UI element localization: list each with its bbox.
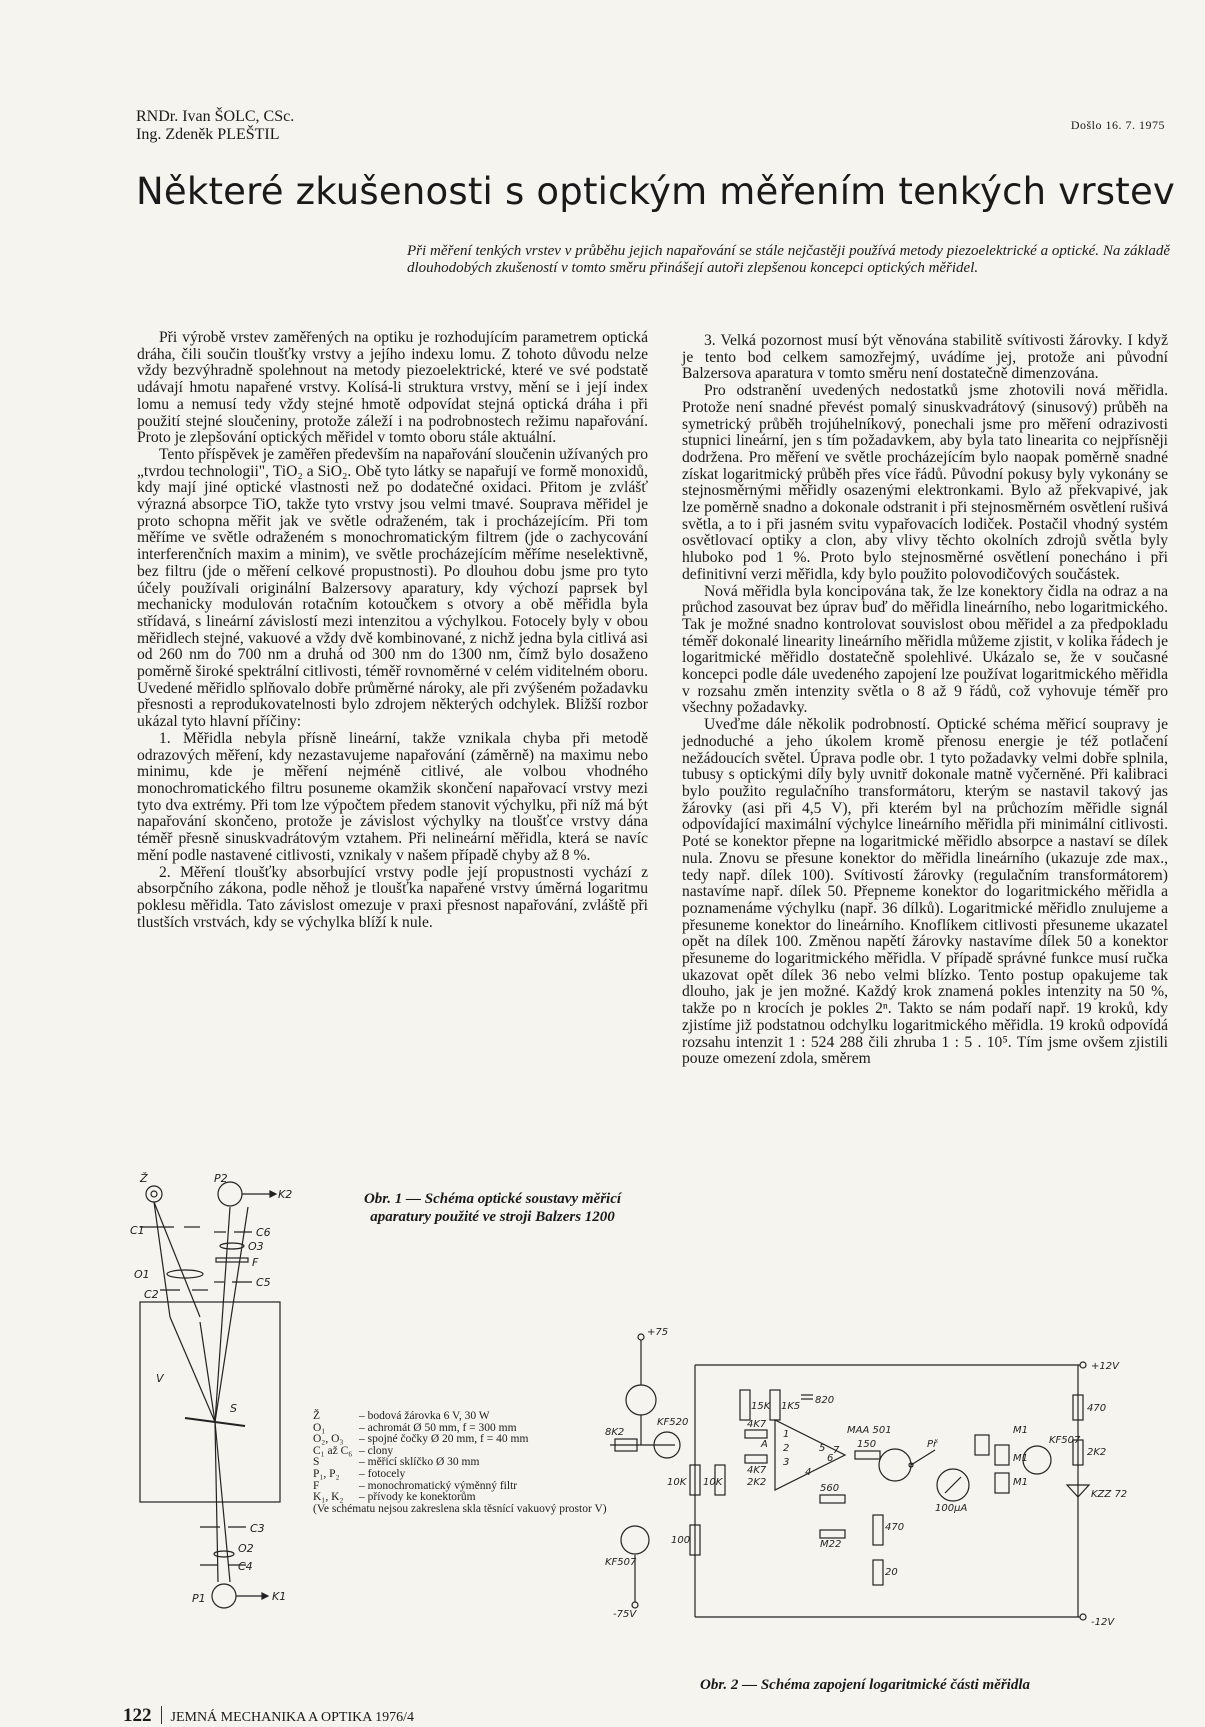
- pin-1: 1: [783, 1429, 790, 1440]
- label-2k2-b: 2K2: [1087, 1447, 1107, 1458]
- resistor-150: [855, 1451, 880, 1459]
- label-m1-b: M1: [1013, 1453, 1028, 1464]
- label-maa501: MAA 501: [847, 1425, 892, 1436]
- pin-2: 2: [783, 1443, 790, 1454]
- figure-1-caption: Obr. 1 — Schéma optické soustavy měřicí aparatury použité ve stroji Balzers 1200: [363, 1191, 622, 1225]
- label-2k2-a: 2K2: [747, 1477, 767, 1488]
- label-15k: 15K: [751, 1401, 771, 1412]
- legend-note: (Ve schématu nejsou zakreslena skla těsnící vakuový prostor V): [313, 1502, 607, 1515]
- label-m1-c: M1: [1013, 1477, 1028, 1488]
- label-kf507-a: KF507: [605, 1557, 637, 1568]
- legend-row: O₂, O₃ – spojné čočky Ø 20 mm, f = 40 mm: [313, 1433, 529, 1446]
- legend-row: F – monochromatický výměnný filtr: [313, 1479, 518, 1492]
- label-kf507-b: KF507: [1049, 1435, 1081, 1446]
- transistor-kf507-a: [621, 1526, 649, 1554]
- resistor-470-a: [873, 1515, 883, 1545]
- paragraph: Nová měřidla byla koncipována tak, že lze konektory čidla na odraz a na průchod zasouvat bez úprav buď do měřidla lineárního, nebo logaritmického. Tak je možné snadno kontrolovat souvislost obou měřidel a za předpokladu téměř dokonalé linearity lineárního měřidla můžeme zjistit, v kolika řádech je logaritmické měřidlo dostatečně spolehlivé. Ukázalo se, že v současné koncepci podle dále uvedeného zapojení lze používat logaritmického měřidla v rozsahu změn intenzity světla o 8 až 9 řádů, což vyhovuje téměř pro všechny požadavky.: [682, 582, 1168, 717]
- label-k1: K1: [272, 1590, 287, 1603]
- legend-row: Ž – bodová žárovka 6 V, 30 W: [313, 1410, 490, 1422]
- label-lamp: Ž: [140, 1172, 148, 1185]
- label-4k7-a: 4K7: [747, 1419, 767, 1430]
- label-m1-a: M1: [1013, 1425, 1028, 1436]
- vacuum-chamber: [140, 1302, 280, 1502]
- label-p1: P1: [192, 1592, 206, 1605]
- label-150: 150: [857, 1439, 877, 1450]
- pin-6: 6: [827, 1453, 834, 1464]
- label-minus12: -12V: [1091, 1617, 1115, 1628]
- label-c5: C5: [256, 1276, 271, 1289]
- photocell-symbol: [626, 1385, 656, 1415]
- label-10k-a: 10K: [667, 1477, 687, 1488]
- label-820: 820: [815, 1395, 835, 1406]
- label-o3: O3: [248, 1240, 264, 1253]
- paragraph: Uveďme dále několik podrobností. Optické schéma měřicí soupravy je jednoduché a jeho úkolem kromě přenosu energie je též potlačení nežádoucích světel. Úprava podle obr. 1 tyto požadavky velmi dobře splnila, tubusy s optickými díly byly uvnitř dokonale matně vyčerněné. Při kalibraci bylo použito regulačního transformátoru, kterým se nastavil takový jas žárovky (asi při 4,5 V), při kterém byl na průchozím měřidle signál odpovídající maximální výchylce lineárního měřidla při minimální citlivosti. Poté se konektor přepne na logaritmické měřidlo absorpce a nastaví se dílek nula. Znovu se přesune konektor do měřidla lineárního (ukazuje zde max., tedy např. dílek 100). Svítivostí žárovky (regulačním transformátorem) nastavíme např. dílek 50. Přepneme konektor do logaritmického měřidla a poznamenáme výchylku (např. 36 dílků). Logaritmické měřidlo znulujeme a přesuneme konektor do lineárního. Knoflíkem citlivosti přesuneme ukazatel opět na dílek 100. Změnou napětí žárovky nastavíme dílek 50 a konektor přesuneme do logaritmického měřidla. V případě správné funkce musí ručka ukazovat opět dílek 36 nebo velmi blízko. Tento postup opakujeme tak dlouho, jak je jen možné. Každý krok znamená pokles intenzity na 50 %, takže po n krocích je pokles 2ⁿ. Takto se nám podaří např. 19 kroků, kdy zjistíme již podstatnou odchylku logaritmického měřidla. 19 kroků odpovídá rozsahu intenzit 1 : 524 288 čili zhruba 1 : 5 . 10⁵. Tím jsme ovšem zjistili pouze omezení zdola, směrem: [682, 716, 1168, 1068]
- abstract: Při měření tenkých vrstev v průběhu jejich napařování se stále nejčastěji používá metody piezoelektrické a optické. Na základě dlouhodobých zkušeností v tomto směru přinášejí autoři zlepšenou koncepci optických měřidel.: [407, 243, 1170, 276]
- lamp-symbol: [146, 1186, 162, 1202]
- paragraph: 1. Měřidla nebyla přísně lineární, takže vznikala chyba při metodě odrazových měření, kdy nezastavujeme napařování (záměrně) na maximu nebo minimu, kde je měření nejméně citlivé, ale volbou vhodného monochromatického filtru posuneme okamžik skončení napařovací vrstvy mezi tyto dva extrémy. Při tom lze výpočtem předem stanovit výchylku, při níž má být napařování skončeno, protože je závislost výchylky na tloušťce vrstvy dána téměř přesně sinuskvadrátovým vztahem. Při nelineární měřidla, která se navíc mění podle nastavené citlivosti, vznikaly v našem případě chyby až 8 %.: [137, 729, 648, 864]
- legend-row: O₁ – achromát Ø 50 mm, f = 300 mm: [313, 1421, 517, 1434]
- label-1k5: 1K5: [781, 1401, 801, 1412]
- label-f: F: [252, 1256, 259, 1269]
- label-20: 20: [885, 1567, 898, 1578]
- received-date: Došlo 16. 7. 1975: [1070, 118, 1165, 132]
- authors: [136, 108, 294, 144]
- pin-5: 5: [819, 1443, 826, 1454]
- resistor-4k7-a: [745, 1430, 767, 1438]
- footer-divider: [161, 1706, 162, 1724]
- page-footer: [123, 1705, 414, 1727]
- label-k2: K2: [278, 1188, 293, 1201]
- label-c2: C2: [144, 1288, 159, 1301]
- label-8k2: 8K2: [605, 1427, 625, 1438]
- label-4k7-b: 4K7: [747, 1465, 767, 1476]
- label-kzz72: KZZ 72: [1091, 1489, 1128, 1500]
- page-number: 122: [123, 1705, 152, 1726]
- label-plus12: +12V: [1091, 1361, 1119, 1372]
- column-1: [137, 330, 648, 931]
- legend-row: P₁, P₂ – fotocely: [313, 1467, 406, 1480]
- paragraph: Tento příspěvek je zaměřen především na napařování sloučenin užívaných pro „tvrdou technologii", TiO₂ a SiO₂. Obě tyto látky se napařují ve formě monoxidů, kdy mají jiné optické vlastnosti než po dodatečné oxidaci. Přitom je zvlášť výrazná absorpce TiO, takže tyto vrstvy jsou velmi tmavé. Souprava měřidel je proto schopna měřit jak ve světle odraženém, tak i procházejícím. Při tom měříme ve světle odraženém s monochromatickým filtrem (jde o zachycování interferenčních maxim a minim), ve světle procházejícím měříme neselektivně, bez filtru (jde o měření celkové propustnosti). Po dlouhou dobu jsme pro tyto účely používali originální Balzersovy aparatury, kdy výchozí paprsek byl mechanicky modulován rotačním kotoučkem s otvory a obě měřidla byla střídavá, s lineární závislostí mezi intenzitou a výchylkou. Fotocely byly v obou měřidlech stejné, vakuové a vždy dvě kombinované, z nichž jedna byla citlivá asi od 260 nm do 700 nm a druhá od 300 nm do 1300 nm, čímž bylo dosaženo poměrně široké spektrální citlivosti, téměř rovnoměrné v celém viditelném oboru. Uvedené měřidlo splňovalo dobře průměrné nároky, ale při zvýšeném požadavku přesnosti a reprodukovatelnosti bylo zdrojem některých odchylek. Bližší rozbor ukázal tyto hlavní příčiny:: [137, 445, 648, 731]
- label-p2: P2: [214, 1172, 228, 1185]
- figure-1-legend: [313, 1411, 613, 1515]
- label-v: V: [156, 1372, 164, 1385]
- pin-3: 3: [783, 1457, 790, 1468]
- journal-name: JEMNÁ MECHANIKA A OPTIKA 1976/4: [170, 1710, 414, 1725]
- label-100: 100: [671, 1535, 691, 1546]
- figure-1-optical-schematic: [130, 1172, 330, 1632]
- label-kf520: KF520: [657, 1417, 689, 1428]
- legend-row: C₁ až C₆ – clony: [313, 1444, 394, 1457]
- pin-7: 7: [833, 1445, 840, 1456]
- resistor-15k: [740, 1390, 750, 1420]
- figure-2-circuit-schematic: [605, 1325, 1135, 1640]
- label-pr: Př: [927, 1439, 938, 1450]
- resistor-20: [873, 1560, 883, 1585]
- label-o2: O2: [238, 1542, 254, 1555]
- label-c3: C3: [250, 1522, 265, 1535]
- label-o1: O1: [134, 1268, 150, 1281]
- label-minus75: -75V: [613, 1609, 637, 1620]
- resistor-1k5: [770, 1390, 780, 1420]
- label-c1: C1: [130, 1224, 145, 1237]
- figure-2-caption: Obr. 2 — Schéma zapojení logaritmické části měřidla: [700, 1677, 1030, 1693]
- label-470-a: 470: [885, 1522, 905, 1533]
- resistor-560: [820, 1495, 845, 1503]
- pin-4: 4: [805, 1467, 812, 1478]
- photocell-p2: [218, 1182, 242, 1206]
- resistor-m1-a: [975, 1435, 989, 1455]
- author-2: Ing. Zdeněk PLEŠTIL: [136, 126, 280, 143]
- label-100ua: 100µA: [935, 1503, 968, 1514]
- resistor-m22: [820, 1530, 845, 1538]
- label-560: 560: [820, 1483, 840, 1494]
- label-m22: M22: [820, 1539, 842, 1550]
- pin-a: A: [761, 1439, 768, 1450]
- author-1: RNDr. Ivan ŠOLC, CSc.: [136, 108, 295, 125]
- legend-row: K₁, K₂ – přívody ke konektorům: [313, 1491, 476, 1504]
- label-10k-b: 10K: [703, 1477, 723, 1488]
- resistor-m1-c: [995, 1473, 1009, 1493]
- photocell-p1: [212, 1584, 236, 1608]
- paragraph: Pro odstranění uvedených nedostatků jsme zhotovili nová měřidla. Protože není snadné převést pomalý sinuskvadrátový (sinusový) průběh na symetrický průběh trojúhelníkový, ponechali jsme pro měření odrazivosti stupnici lineární, jen s tím požadavkem, aby byla tato linearita co nejpřísněji dodržena. Pro měření ve světle procházejícím bylo naopak poměrně snadné získat logaritmický průběh přes více řádů. Původní pokusy byly vykonány se stejnosměrnými měřidly osazenými elektronkami. Bylo až překvapivé, jak lze poměrně snadno a dokonale odstranit i při stejnosměrném osvětlení rušivá světla, a to i při jasném svitu vypařovacích lodiček. Postačil vhodný systém osvětlovací optiky a clon, aby vlivy těchto okolních zdrojů světla byly hluboko pod 1 %. Proto bylo stejnosměrné osvětlení ponecháno i při definitivní verzi měřidla, kdy bylo použito polovodičových součástek.: [682, 382, 1168, 583]
- transistor-output: [879, 1449, 911, 1481]
- label-c4: C4: [238, 1560, 253, 1573]
- resistor-4k7-b: [745, 1455, 767, 1463]
- label-s: S: [230, 1402, 237, 1415]
- column-2: [682, 333, 1168, 1068]
- legend-row: S – měřicí sklíčko Ø 30 mm: [313, 1456, 480, 1469]
- paragraph: 3. Velká pozornost musí být věnována stabilitě svítivosti žárovky. I když je tento bod celkem samozřejmý, uvádíme jej, protože ani původní Balzersova aparatura v tomto směru není dostatečně dimenzována.: [682, 332, 1168, 383]
- label-470-b: 470: [1087, 1403, 1107, 1414]
- paragraph: 2. Měření tloušťky absorbující vrstvy podle její propustnosti vychází z absorpčního zákona, podle něhož je tloušťka napařené vrstvy úměrná logaritmu poklesu měřidla. Tato závislost omezuje v praxi přesnost napařování, zvláště při tlustších vrstvách, kdy se výchylka blíží k nule.: [137, 863, 648, 931]
- label-c6: C6: [256, 1226, 271, 1239]
- label-plus75: +75: [647, 1327, 669, 1338]
- article-title: Některé zkušenosti s optickým měřením tenkých vrstev: [136, 170, 1176, 213]
- resistor-m1-b: [995, 1445, 1009, 1465]
- paragraph: Při výrobě vrstev zaměřených na optiku je rozhodujícím parametrem optická dráha, čili součin tloušťky vrstvy a jejího indexu lomu. Z tohoto důvodu nelze vždy bezvýhradně spolehnout na metody piezoelektrické, které ve své podstatě udávají hmotu napařené vrstvy. Kolísá-li struktura vrstvy, mění se i její index lomu a nemusí tedy vždy stejné hmotě odpovídat stejná optická dráha i při použití stejné sloučeniny, protože záleží i na podrobnostech režimu napařování. Proto je zlepšování optických měřidel v tomto oboru stále aktuální.: [137, 329, 648, 447]
